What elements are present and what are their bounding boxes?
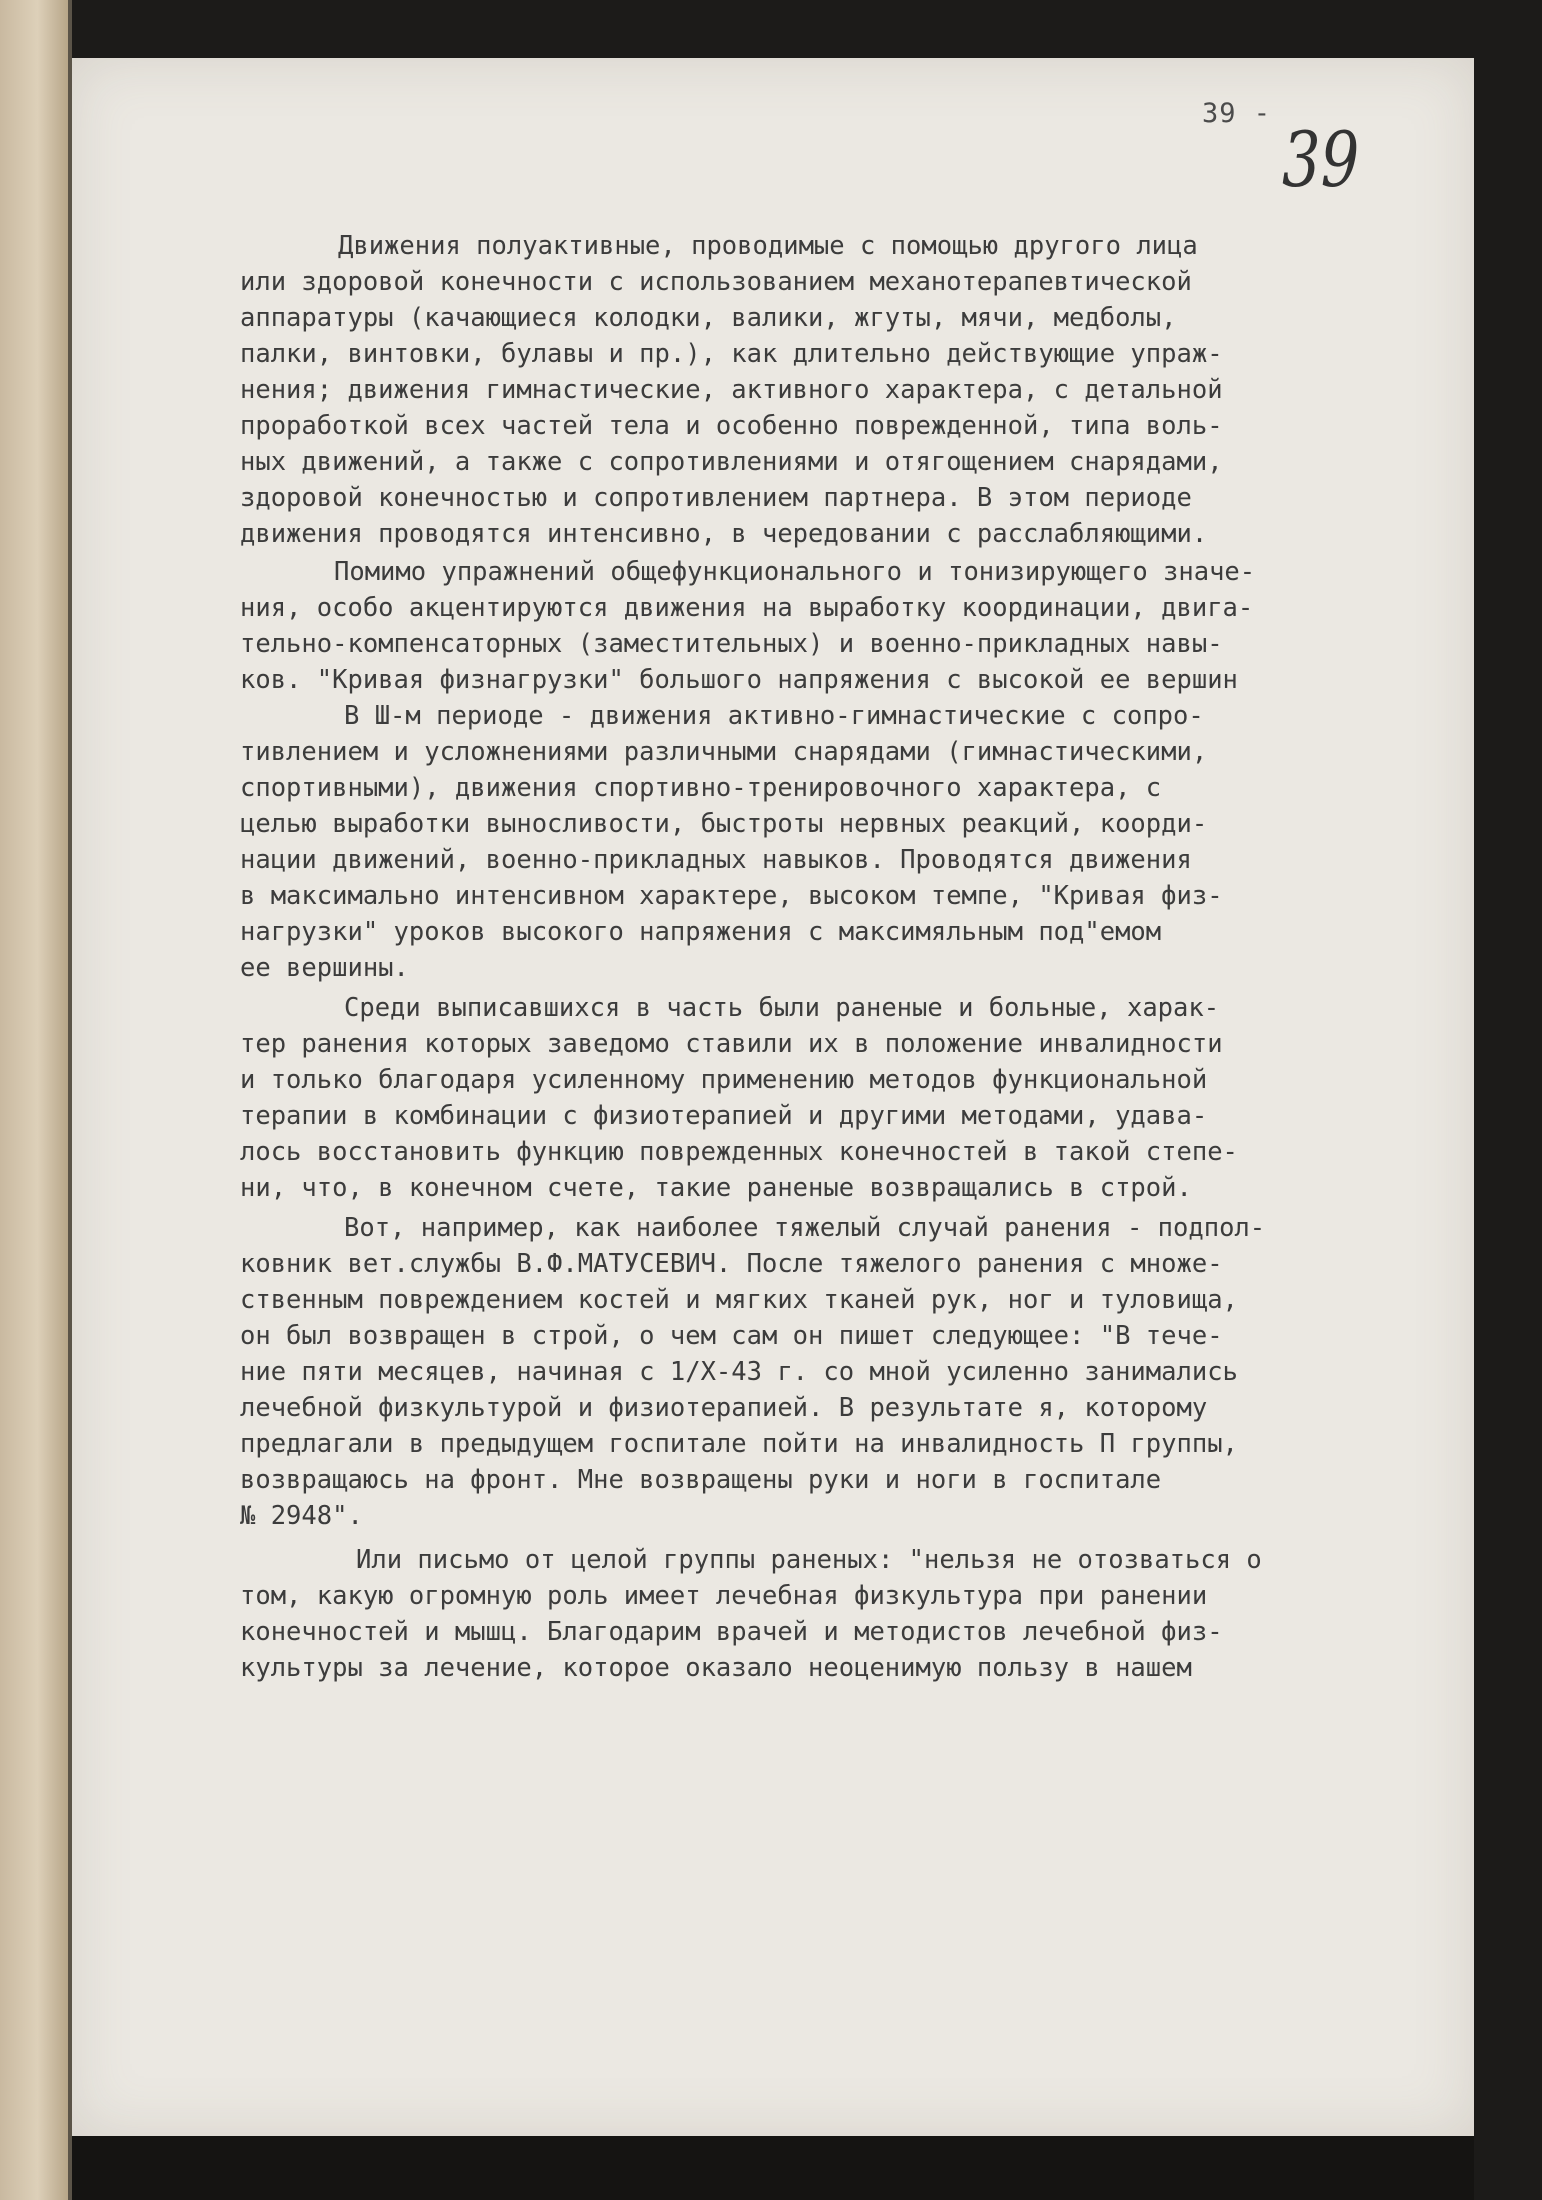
text-line: Или письмо от целой группы раненых: "нельзя не отозваться о [356, 1545, 1262, 1575]
text-line: Среди выписавшихся в часть были раненые и больные, харак- [344, 993, 1220, 1023]
text-line: тельно-компенсаторных (заместительных) и военно-прикладных навы- [240, 629, 1223, 659]
text-line: Помимо упражнений общефункционального и тонизирующего значе- [334, 557, 1256, 587]
text-line: он был возвращен в строй, о чем сам он пишет следующее: "В тече- [240, 1321, 1223, 1351]
archive-page-number: 39 [1282, 115, 1360, 204]
text-line: ее вершины. [240, 953, 409, 983]
text-line: В Ш-м периоде - движения активно-гимнастические с сопро- [344, 701, 1204, 731]
text-line: спортивными), движения спортивно-тренировочного характера, с [240, 773, 1162, 803]
text-line: Движения полуактивные, проводимые с помощью другого лица [338, 231, 1198, 261]
text-line: том, какую огромную роль имеет лечебная физкультура при ранении [240, 1581, 1208, 1611]
text-line: движения проводятся интенсивно, в чередовании с расслабляющими. [240, 519, 1208, 549]
text-line: ков. "Кривая физнагрузки" большого напряжения с высокой ее вершин [240, 665, 1238, 695]
text-line: нагрузки" уроков высокого напряжения с максимяльным под"емом [240, 917, 1162, 947]
document-page [72, 58, 1474, 2136]
text-line: ние пяти месяцев, начиная с 1/Х-43 г. со мной усиленно занимались [240, 1357, 1238, 1387]
text-line: ни, что, в конечном счете, такие раненые возвращались в строй. [240, 1173, 1192, 1203]
text-line: ковник вет.службы В.Ф.МАТУСЕВИЧ. После тяжелого ранения с множе- [240, 1249, 1223, 1279]
text-line: лечебной физкультурой и физиотерапией. В результате я, которому [240, 1393, 1208, 1423]
text-line: № 2948". [240, 1501, 363, 1531]
page-number: 39 - [1202, 98, 1272, 129]
text-line: предлагали в предыдущем госпитале пойти на инвалидность П группы, [240, 1429, 1238, 1459]
text-line: тер ранения которых заведомо ставили их в положение инвалидности [240, 1029, 1223, 1059]
text-line: возвращаюсь на фронт. Мне возвращены руки и ноги в госпитале [240, 1465, 1162, 1495]
text-line: конечностей и мышц. Благодарим врачей и методистов лечебной физ- [240, 1617, 1223, 1647]
text-line: ственным повреждением костей и мягких тканей рук, ног и туловища, [240, 1285, 1238, 1315]
text-line: Вот, например, как наиболее тяжелый случай ранения - подпол- [344, 1213, 1266, 1243]
text-line: тивлением и усложнениями различными снарядами (гимнастическими, [240, 737, 1208, 767]
scan-bottom-border [72, 2136, 1474, 2200]
text-line: здоровой конечностью и сопротивлением партнера. В этом периоде [240, 483, 1192, 513]
text-line: нации движений, военно-прикладных навыков. Проводятся движения [240, 845, 1192, 875]
text-line: ния, особо акцентируются движения на выработку координации, двига- [240, 593, 1254, 623]
text-line: лось восстановить функцию поврежденных конечностей в такой степе- [240, 1137, 1238, 1167]
text-line: проработкой всех частей тела и особенно поврежденной, типа воль- [240, 411, 1223, 441]
text-line: в максимально интенсивном характере, высоком темпе, "Кривая физ- [240, 881, 1223, 911]
text-body [72, 58, 1474, 2136]
text-line: и только благодаря усиленному применению методов функциональной [240, 1065, 1208, 1095]
text-line: ных движений, а также с сопротивлениями и отягощением снарядами, [240, 447, 1223, 477]
text-line: нения; движения гимнастические, активного характера, с детальной [240, 375, 1223, 405]
text-line: терапии в комбинации с физиотерапией и другими методами, удава- [240, 1101, 1208, 1131]
binder-edge [0, 0, 68, 2200]
text-line: палки, винтовки, булавы и пр.), как длительно действующие упраж- [240, 339, 1223, 369]
text-line: культуры за лечение, которое оказало неоценимую пользу в нашем [240, 1653, 1192, 1683]
text-line: целью выработки выносливости, быстроты нервных реакций, коорди- [240, 809, 1208, 839]
text-line: аппаратуры (качающиеся колодки, валики, жгуты, мячи, медболы, [240, 303, 1177, 333]
text-line: или здоровой конечности с использованием механотерапевтической [240, 267, 1192, 297]
